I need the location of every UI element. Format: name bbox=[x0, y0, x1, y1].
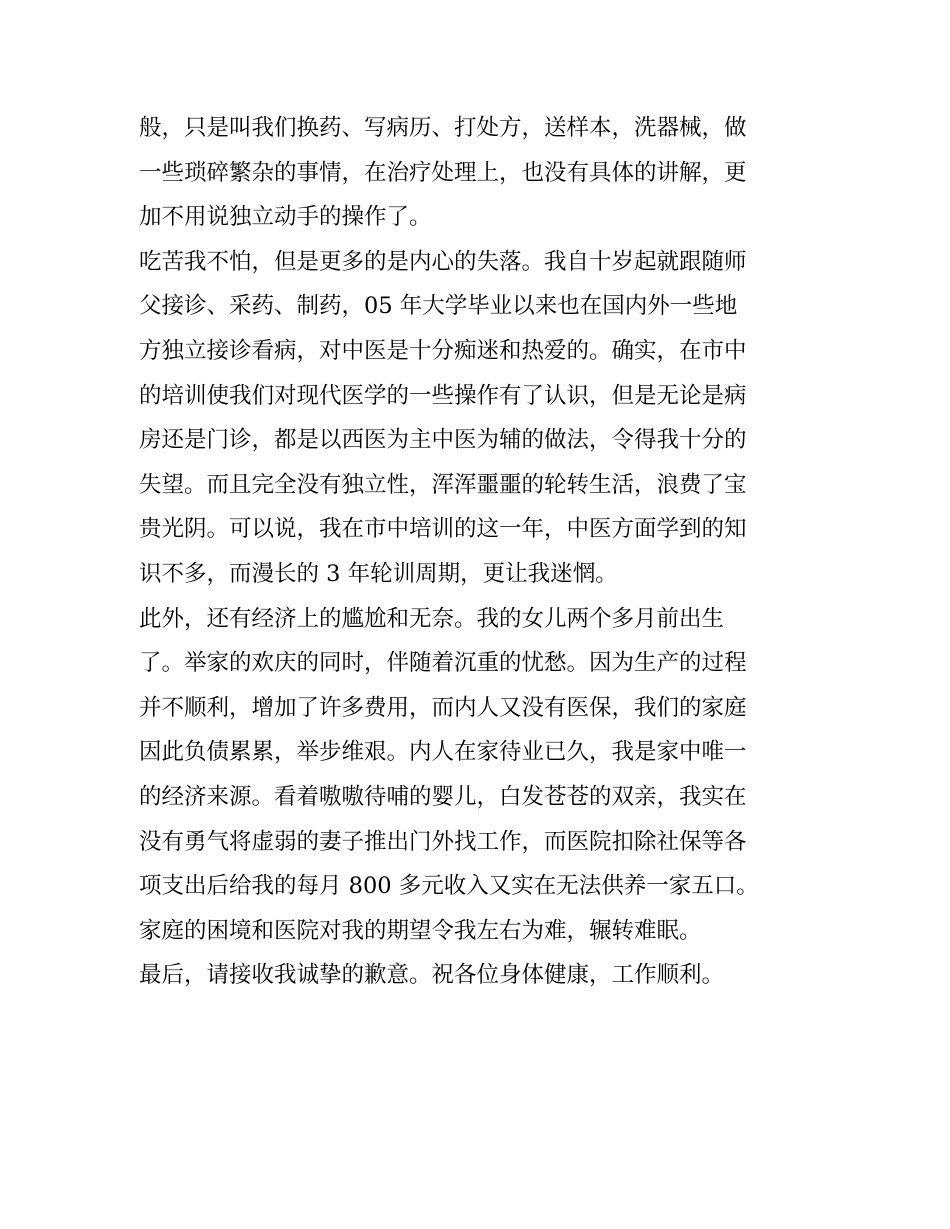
text-line: 的经济来源。看着嗷嗷待哺的婴儿，白发苍苍的双亲，我实在 bbox=[139, 783, 747, 810]
text-line: 因此负债累累，举步维艰。内人在家待业已久，我是家中唯一 bbox=[139, 739, 747, 766]
text-line: 的培训使我们对现代医学的一些操作有了认识，但是无论是病 bbox=[139, 382, 747, 409]
text-line: 方独立接诊看病，对中医是十分痴迷和热爱的。确实，在市中 bbox=[139, 337, 747, 364]
text-line: 一些琐碎繁杂的事情，在治疗处理上，也没有具体的讲解，更 bbox=[139, 159, 747, 186]
text-line: 加不用说独立动手的操作了。 bbox=[139, 204, 432, 231]
text-line: 项支出后给我的每月 800 多元收入又实在无法供养一家五口。 bbox=[139, 873, 759, 900]
text-line: 家庭的困境和医院对我的期望令我左右为难，辗转难眠。 bbox=[139, 917, 702, 944]
text-line: 没有勇气将虚弱的妻子推出门外找工作，而医院扣除社保等各 bbox=[139, 828, 747, 855]
letter-body bbox=[139, 106, 839, 998]
text-line: 父接诊、采药、制药，05 年大学毕业以来也在国内外一些地 bbox=[139, 293, 738, 320]
text-line: 贵光阴。可以说，我在市中培训的这一年，中医方面学到的知 bbox=[139, 516, 747, 543]
text-line: 失望。而且完全没有独立性，浑浑噩噩的轮转生活，浪费了宝 bbox=[139, 471, 747, 498]
text-line: 吃苦我不怕，但是更多的是内心的失落。我自十岁起就跟随师 bbox=[139, 248, 747, 275]
text-line: 房还是门诊，都是以西医为主中医为辅的做法，令得我十分的 bbox=[139, 427, 747, 454]
text-line: 识不多，而漫长的 3 年轮训周期，更让我迷惘。 bbox=[139, 560, 618, 587]
text-line: 了。举家的欢庆的同时，伴随着沉重的忧愁。因为生产的过程 bbox=[139, 650, 747, 677]
text-line: 最后，请接收我诚挚的歉意。祝各位身体健康，工作顺利。 bbox=[139, 962, 725, 989]
text-line: 此外，还有经济上的尴尬和无奈。我的女儿两个多月前出生 bbox=[139, 605, 725, 632]
text-line: 并不顺利，增加了许多费用，而内人又没有医保，我们的家庭 bbox=[139, 694, 747, 721]
text-line: 般，只是叫我们换药、写病历、打处方，送样本，洗器械，做 bbox=[139, 115, 747, 141]
